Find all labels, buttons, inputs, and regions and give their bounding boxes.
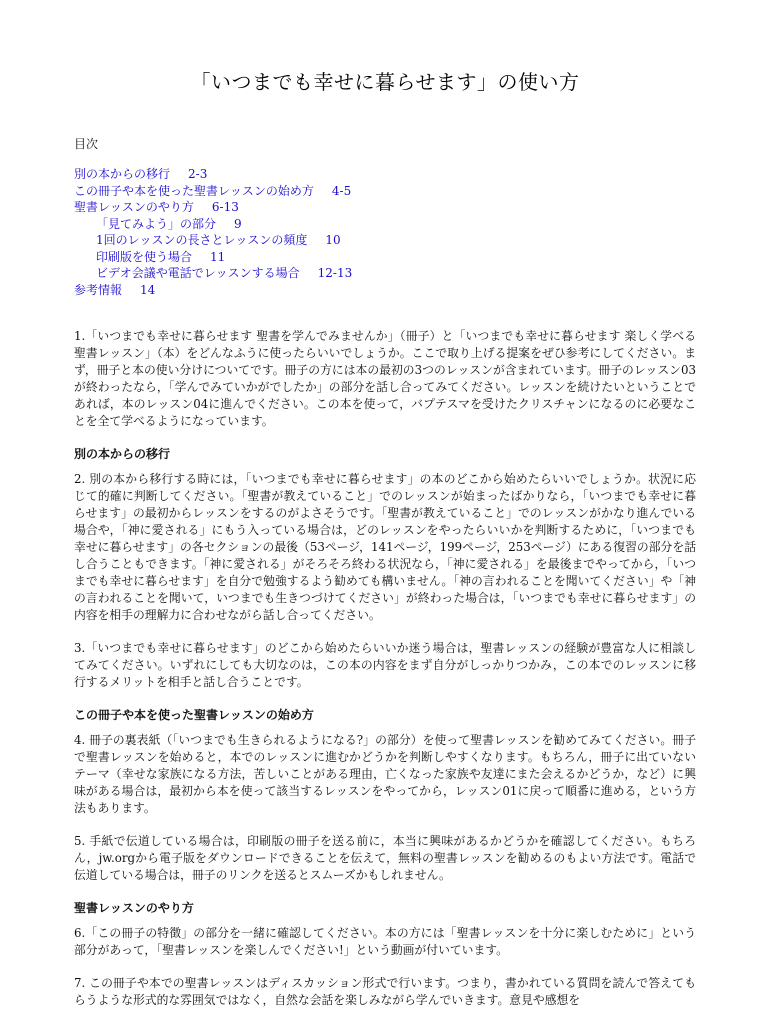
toc-page-number: 12-13 bbox=[317, 266, 353, 280]
toc-link[interactable]: この冊子や本を使った聖書レッスンの始め方 bbox=[74, 183, 314, 198]
toc-page-number: 14 bbox=[140, 282, 156, 297]
toc-link[interactable]: ビデオ会議や電話でレッスンする場合 bbox=[96, 266, 300, 280]
document-body bbox=[74, 328, 696, 1009]
table-of-contents bbox=[74, 166, 696, 298]
toc-item-video[interactable] bbox=[74, 265, 696, 282]
toc-page-number: 2-3 bbox=[188, 167, 208, 181]
toc-page-number: 9 bbox=[234, 216, 242, 231]
toc-item-migration[interactable] bbox=[74, 166, 696, 183]
toc-page-number: 6-13 bbox=[211, 200, 239, 214]
toc-item-look[interactable] bbox=[74, 216, 696, 233]
paragraph-2: 2. 別の本から移行する時には，「いつまでも幸せに暮らせます」の本のどこから始めたらいいでしょうか。状況に応じて的確に判断してください。「聖書が教えていること」でのレッスンが始まったばかりなら，「いつまでも幸せに暮らせます」の最初からレッスンをするのがよさそうです。「聖書が教えていること」でのレッスンがかなり進んでいる場合や，「神に愛される」にもう入っている場合は，どのレッスンをやったらいいかを判断するために，「いつまでも幸せに暮らせます」の各セクションの最後（53ページ，141ページ，199ページ，253ページ）にある復習の部分を話し合うこともできます。「神に愛される」がそろそろ終わる状況なら，「神に愛される」を最後までやってから，「いつまでも幸せに暮らせます」を自分で勉強するよう勧めても構いません。「神の言われることを聞いてください」や「神の言われることを聞いて，いつまでも生きつづけてください」が終わった場合は，「いつまでも幸せに暮らせます」の内容を相手の理解力に合わせながら話し合ってください。 bbox=[74, 472, 696, 622]
section-heading-migration: 別の本からの移行 bbox=[74, 447, 171, 461]
toc-page-number: 11 bbox=[210, 249, 226, 264]
paragraph-1: 1.「いつまでも幸せに暮らせます 聖書を学んでみませんか」（冊子）と「いつまでも幸せに暮らせます 楽しく学べる聖書レッスン」（本）をどんなふうに使ったらいいでしょうか。ここで取り上げる提案をぜひ参考にしてください。まず，冊子と本の使い分けについてです。冊子の方には本の最初の3つのレッスンが含まれています。冊子のレッスン03が終わったなら，「学んでみていかがでしたか」の部分を話し合ってみてください。レッスンを続けたいということであれば，本のレッスン04に進んでください。この本を使って，バプテスマを受けたクリスチャンになるのに必要なことを全て学べるようになっています。 bbox=[74, 329, 696, 428]
toc-item-print[interactable] bbox=[74, 249, 696, 266]
toc-link[interactable]: 「見てみよう」の部分 bbox=[96, 216, 217, 231]
toc-heading: 目次 bbox=[74, 137, 99, 151]
paragraph-7: 7. この冊子や本での聖書レッスンはディスカッション形式で行います。つまり，書かれている質問を読んで答えてもらうような形式的な雰囲気ではなく，自然な会話を楽しみながら学んでいきます。意見や感想を bbox=[74, 976, 696, 1007]
toc-link[interactable]: 1回のレッスンの長さとレッスンの頻度 bbox=[96, 233, 308, 247]
section-heading-start: この冊子や本を使った聖書レッスンの始め方 bbox=[74, 708, 314, 722]
toc-link[interactable]: 印刷版を使う場合 bbox=[96, 249, 193, 264]
toc-link[interactable]: 聖書レッスンのやり方 bbox=[74, 200, 194, 214]
toc-item-references[interactable] bbox=[74, 282, 696, 299]
toc-page-number: 10 bbox=[325, 233, 341, 247]
paragraph-5: 5. 手紙で伝道している場合は，印刷版の冊子を送る前に，本当に興味があるかどうかを確認してください。もちろん，jw.orgから電子版をダウンロードできることを伝えて，無料の聖書レッスンを勧めるのもよい方法です。電話で伝道している場合は，冊子のリンクを送るとスムーズかもしれません。 bbox=[74, 834, 696, 882]
paragraph-6: 6.「この冊子の特徴」の部分を一緒に確認してください。本の方には「聖書レッスンを十分に楽しむために」という部分があって，「聖書レッスンを楽しんでください!」という動画が付いています。 bbox=[74, 926, 696, 957]
toc-page-number: 4-5 bbox=[331, 183, 352, 198]
paragraph-3: 3.「いつまでも幸せに暮らせます」のどこから始めたらいいか迷う場合は，聖書レッスンの経験が豊富な人に相談してみてください。いずれにしても大切なのは，この本の内容をまず自分がしっかりつかみ，この本でのレッスンに移行するメリットを相手と話し合うことです。 bbox=[74, 641, 696, 689]
document-title: 「いつまでも幸せに暮らせます」の使い方 bbox=[190, 70, 580, 94]
toc-link[interactable]: 別の本からの移行 bbox=[74, 167, 171, 181]
toc-item-start[interactable] bbox=[74, 183, 696, 200]
paragraph-4: 4. 冊子の裏表紙（「いつまでも生きられるようになる?」の部分）を使って聖書レッスンを勧めてみてください。冊子で聖書レッスンを始めると，本でのレッスンに進むかどうかを判断しやすくなります。もちろん，冊子に出ていないテーマ（幸せな家族になる方法，苦しいことがある理由，亡くなった家族や友達にまた会えるかどうか，など）に興味がある場合は，最初から本を使って該当するレッスンをやってから，レッスン01に戻って順番に進める，という方法もあります。 bbox=[74, 733, 696, 815]
section-heading-how: 聖書レッスンのやり方 bbox=[74, 901, 194, 915]
toc-item-how[interactable] bbox=[74, 199, 696, 216]
toc-link[interactable]: 参考情報 bbox=[74, 282, 123, 297]
toc-item-length[interactable] bbox=[74, 232, 696, 249]
